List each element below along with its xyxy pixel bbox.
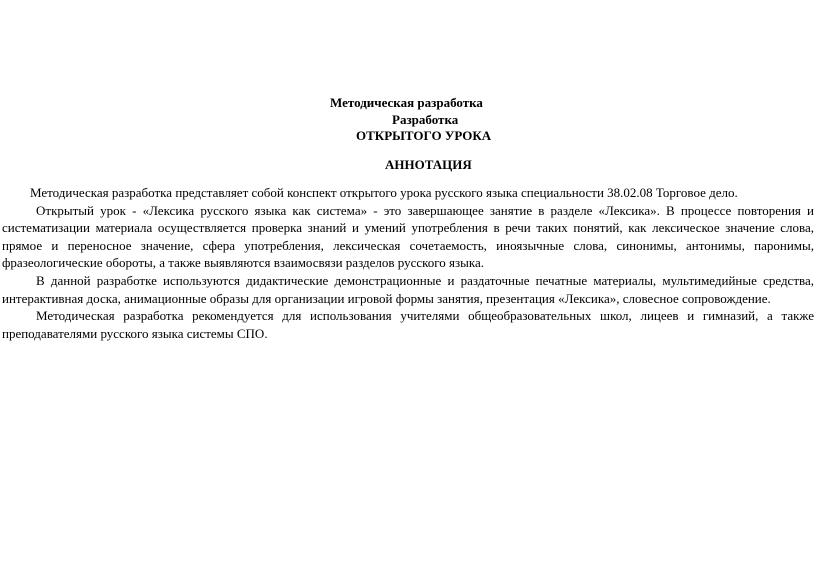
annotation-body bbox=[2, 184, 814, 342]
heading-development: Разработка bbox=[392, 112, 459, 127]
paragraph-lesson-description: Открытый урок - «Лексика русского языка как система» - это завершающее занятие в разделе «Лексика». В процессе повторения и систематизации материала осуществляется проверка знаний и умений употребления в речи таких понятий, как лексическое значение слова, прямое и переносное значение, сфера употребления, лексическая сочетаемость, иноязычные слова, синонимы, антонимы, паронимы, фразеологические обороты, а также выявляются взаимосвязи разделов русского языка. bbox=[2, 202, 814, 271]
paragraph-summary: Методическая разработка представляет собой конспект открытого урока русского языка специальности 38.02.08 Торговое дело. bbox=[30, 185, 738, 200]
heading-annotation: АННОТАЦИЯ bbox=[385, 157, 472, 172]
paragraph-materials: В данной разработке используются дидактические демонстрационные и раздаточные печатные материалы, мультимедийные средства, интерактивная доска, анимационные образы для организации игровой формы занятия, презентация «Лексика», словесное сопровождение. bbox=[2, 272, 814, 306]
heading-open-lesson: ОТКРЫТОГО УРОКА bbox=[356, 128, 492, 143]
heading-methodical-development: Методическая разработка bbox=[330, 95, 483, 110]
paragraph-recommendation: Методическая разработка рекомендуется для использования учителями общеобразовательных школ, лицеев и гимназий, а также преподавателями русского языка системы СПО. bbox=[2, 308, 814, 341]
